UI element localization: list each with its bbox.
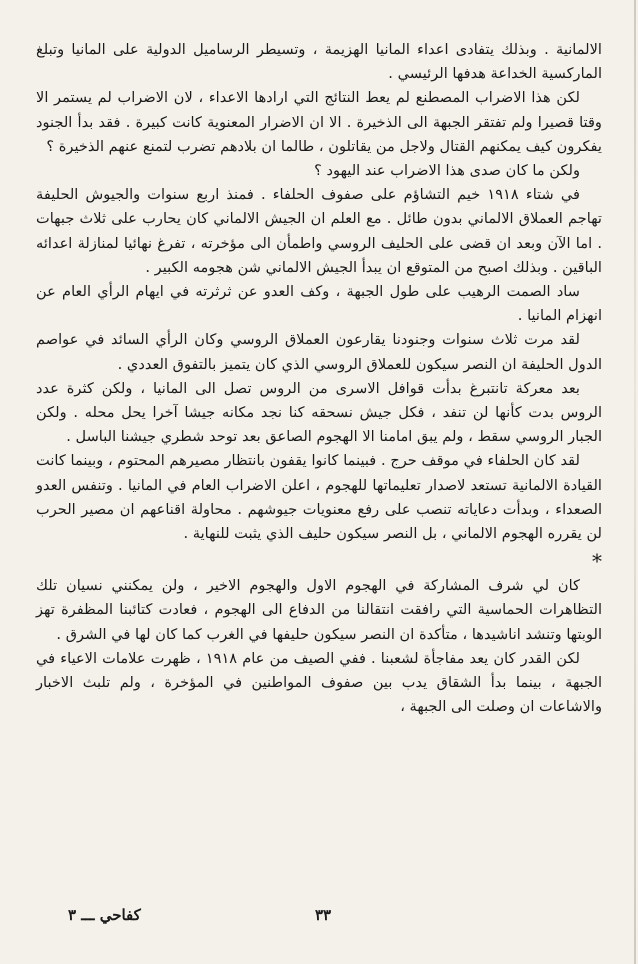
section-separator: *: [592, 549, 602, 574]
paragraph-9: كان لي شرف المشاركة في الهجوم الاول والهجوم الاخير ، ولن يمكنني نسيان تلك التظاهرات الحماسية التي رافقت انتقالنا من الدفاع الى الهجوم ، فعادت كتائبنا المظفرة تهز الوبتها وتنشد اناشيدها ، متأكدة ان النصر سيكون حليفها في الغرب كما كان لها في الشرق .: [36, 577, 602, 643]
page-footer: [68, 903, 578, 927]
page-edge: [634, 0, 636, 964]
paragraph-10: لكن القدر كان يعد مفاجأة لشعبنا . ففي الصيف من عام ١٩١٨ ، ظهرت علامات الاعياء في الجبهة ، بينما بدأ الشقاق يدب بين صفوف المواطنين في المؤخرة ، ولم تلبث الاخبار والاشاعات ان وصلت الى الجبهة ،: [36, 649, 602, 716]
paragraph-8: لقد كان الحلفاء في موقف حرج . فبينما كانوا يقفون بانتظار مصيرهم المحتوم ، وبينما كانت القيادة الالمانية تستعد لاصدار تعليماتها للهجوم ، اعلن الاضراب العام في المانيا . وتنفس العدو الصعداء ، وبدأت دعاياته تنصب على رفع معنويات جيوشهم . محاولة اقناعهم ان مصير الحرب لن يقرره الهجوم الالماني ، بل النصر سيكون حليف الذي يثبت للنهاية .: [36, 452, 602, 543]
paragraph-1: الالمانية . وبذلك يتفادى اعداء المانيا الهزيمة ، وتسيطر الرساميل الدولية على المانيا وتبلغ الماركسية الخداعة هدفها الرئيسي .: [36, 41, 602, 83]
body-text: [36, 38, 602, 719]
page-number: ٣٣: [314, 906, 332, 924]
paragraph-7: بعد معركة تانتبرغ بدأت قوافل الاسرى من الروس تصل الى المانيا ، ولكن كثرة عدد الروس بدت كأنها لن تنفد ، فكل جيش نسحقه كنا نجد مكانه جيشا آخرا يحل محله . ولكن الجبار الروسي سقط ، ولم يبق امامنا الا الهجوم الصاعق بعد توحد شطري جيشنا الباسل .: [36, 379, 602, 446]
paragraph-6: لقد مرت ثلاث سنوات وجنودنا يقارعون العملاق الروسي وكان الرأي السائد في عواصم الدول الحليفة ان النصر سيكون للعملاق الروسي الذي كان يتميز بالتفوق العددي .: [36, 331, 602, 373]
paragraph-5: ساد الصمت الرهيب على طول الجبهة ، وكف العدو عن ثرثرته في ايهام الرأي العام عن انهزام المانيا .: [36, 283, 602, 325]
paragraph-2: لكن هذا الاضراب المصطنع لم يعط النتائج التي ارادها الاعداء ، لان الاضراب لم يستمر الا وقتا قصيرا ولم تفتقر الجبهة الى الذخيرة . الا ان الاضرار المعنوية كانت كبيرة . فقد بدأ الجنود يفكرون كيف يمكنهم القتال ولاجل من يقاتلون ، طالما ان بلادهم تضرب لتمنع عنهم الذخيرة ؟: [36, 89, 602, 155]
paragraph-4: في شتاء ١٩١٨ خيم التشاؤم على صفوف الحلفاء . فمنذ اربع سنوات والجيوش الحليفة تهاجم العملاق الالماني بدون طائل . مع العلم ان الجيش الالماني كان يحارب على ثلاث جبهات . اما الآن وبعد ان قضى على الحليف الروسي واطمأن الى مؤخرته ، تفرغ نهائيا لمنازلة اعدائه الباقين . وبذلك اصبح من المتوقع ان يبدأ الجيش الالماني شن هجومه الكبير .: [36, 186, 602, 276]
paragraph-3: ولكن ما كان صدى هذا الاضراب عند اليهود ؟: [314, 162, 580, 180]
book-signature: كفاحي ـــ ٣: [68, 906, 141, 924]
